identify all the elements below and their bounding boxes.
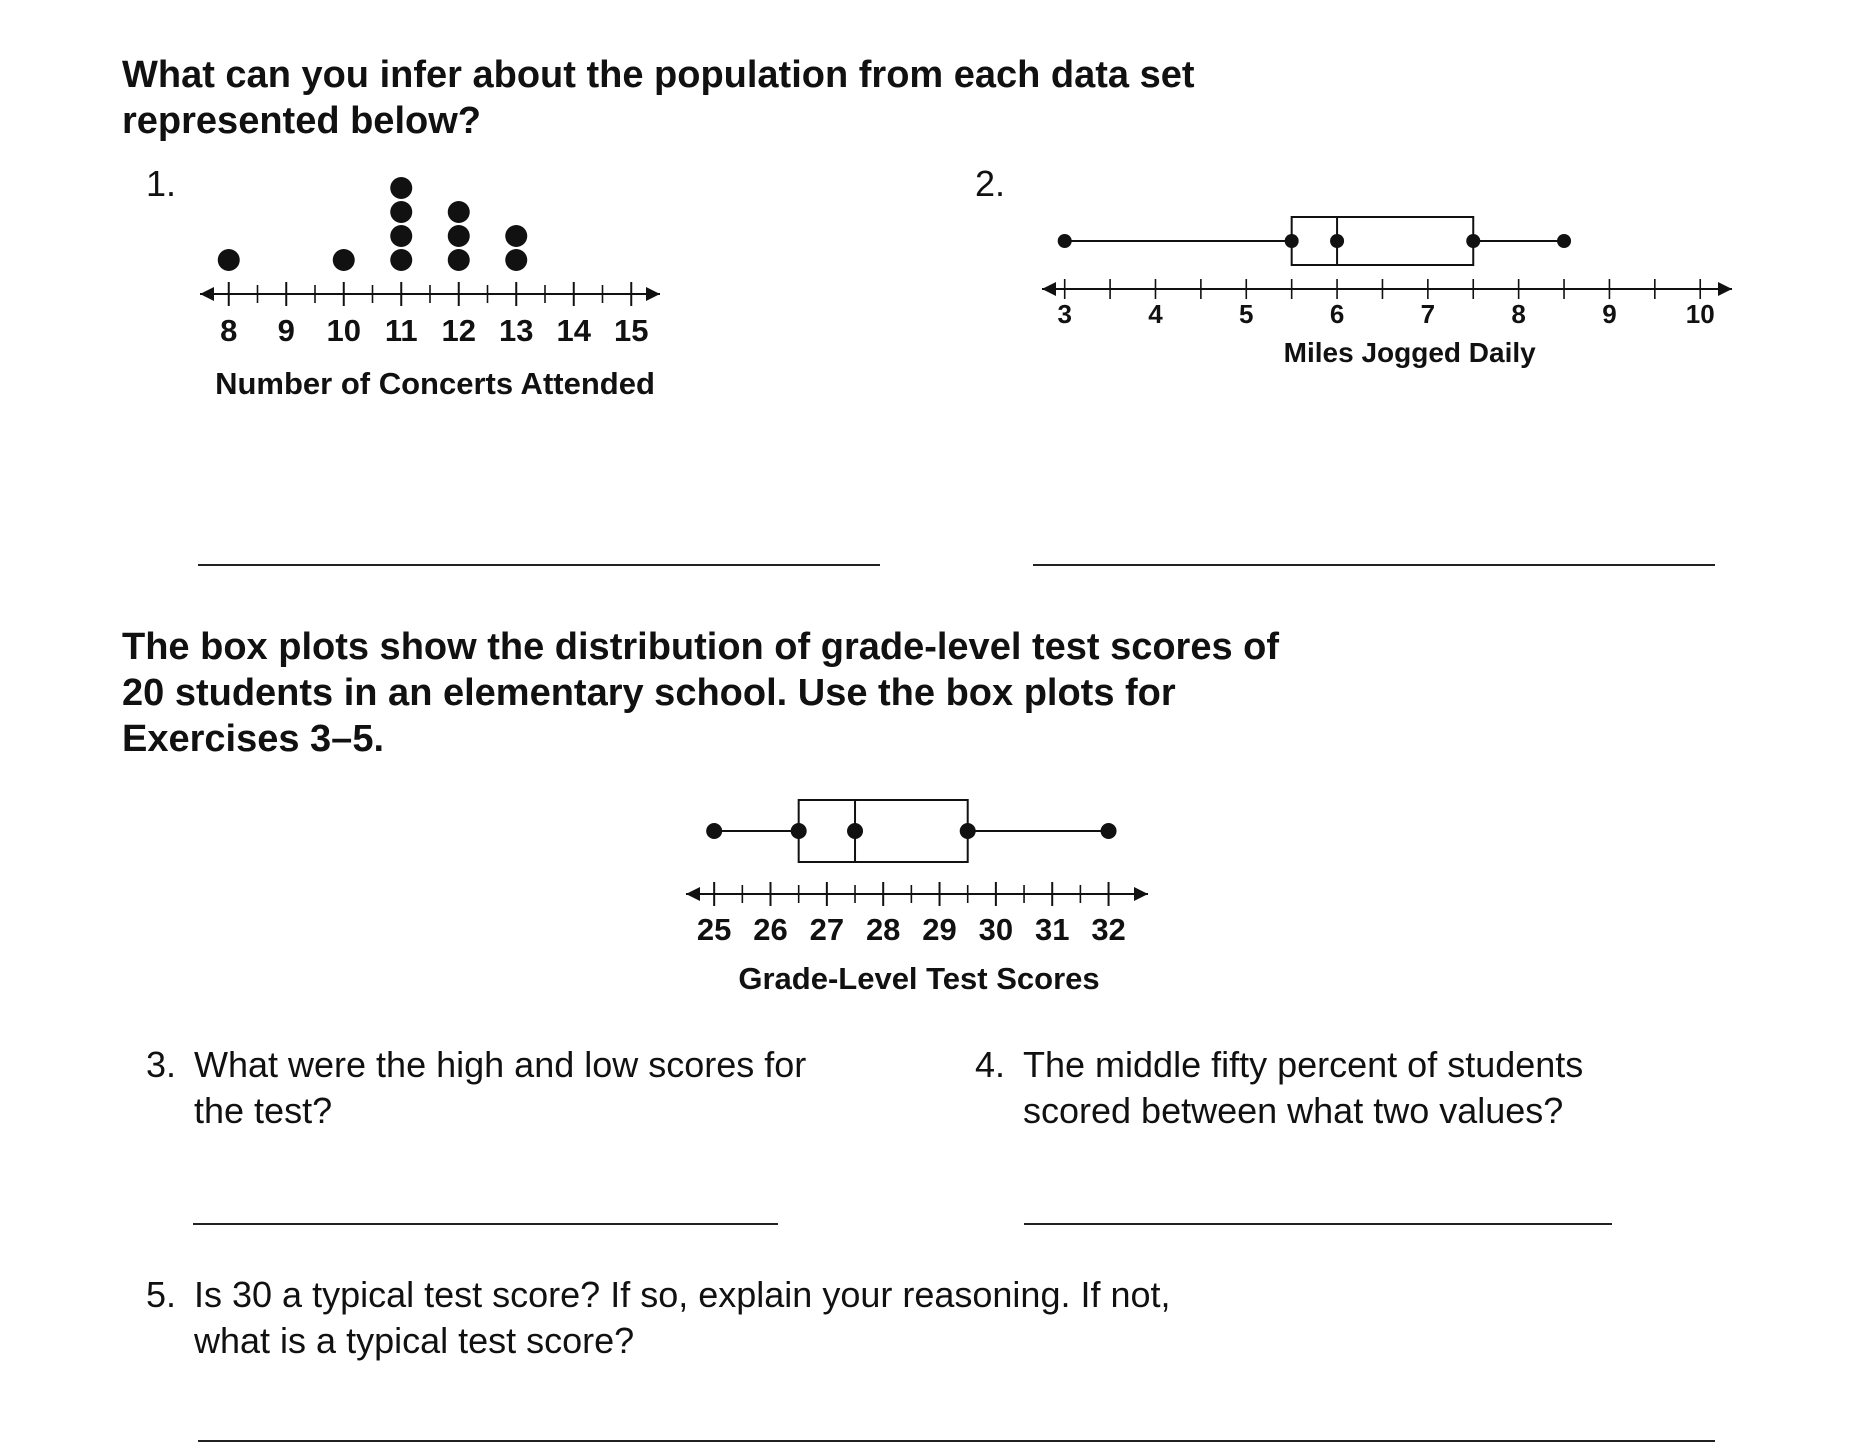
tick-label: 32 — [1091, 912, 1126, 947]
miles-jogged-box-plot — [0, 150, 1865, 570]
tick-label: 15 — [614, 313, 649, 348]
question-5-number: 5. — [146, 1274, 177, 1315]
tick-label: 26 — [753, 912, 788, 947]
question-3-number: 3. — [146, 1044, 177, 1085]
answer-line-2[interactable] — [1033, 564, 1715, 566]
min-point — [706, 823, 722, 839]
q3-point — [1466, 234, 1480, 248]
tick-label: 10 — [1685, 299, 1715, 329]
tick-label: 3 — [1057, 299, 1072, 329]
max-point — [1101, 823, 1117, 839]
problem-2-number: 2. — [975, 163, 1006, 204]
x-axis-label: Grade-Level Test Scores — [738, 961, 1100, 996]
tick-label: 13 — [499, 313, 534, 348]
tick-label: 8 — [1511, 299, 1526, 329]
q1-point — [791, 823, 807, 839]
question-4-number: 4. — [975, 1044, 1006, 1085]
q3-point — [960, 823, 976, 839]
tick-label: 29 — [922, 912, 957, 947]
box-plot-intro: The box plots show the distribution of grade-level test scores of 20 students in an elementary school. Use the box plots for Exercises 3–5. — [122, 626, 1280, 760]
tick-label: 27 — [809, 912, 845, 947]
intro-question: What can you infer about the population from each data set represented below? — [122, 54, 1195, 142]
tick-label: 9 — [277, 313, 295, 348]
question-3-text: What were the high and low scores for the test? — [194, 1044, 807, 1131]
problem-1-number: 1. — [146, 163, 177, 204]
axis-right-arrow — [1718, 282, 1732, 296]
axis-right-arrow — [1134, 887, 1148, 901]
max-point — [1557, 234, 1571, 248]
tick-label: 28 — [865, 912, 901, 947]
tick-label: 9 — [1602, 299, 1617, 329]
answer-line-4[interactable] — [1024, 1223, 1612, 1225]
tick-label: 31 — [1034, 912, 1070, 947]
median-point — [847, 823, 863, 839]
tick-label: 8 — [220, 313, 238, 348]
tick-label: 11 — [384, 313, 418, 348]
answer-line-3[interactable] — [193, 1223, 778, 1225]
tick-label: 12 — [441, 313, 476, 348]
tick-label: 7 — [1420, 299, 1436, 329]
tick-label: 10 — [326, 313, 361, 348]
tick-label: 6 — [1329, 299, 1345, 329]
axis-left-arrow — [1042, 282, 1056, 296]
iqr-box — [799, 800, 968, 862]
q1-point — [1285, 234, 1299, 248]
iqr-box — [1292, 217, 1474, 265]
tick-label: 30 — [978, 912, 1014, 947]
question-4-text: The middle fifty percent of students scored between what two values? — [1023, 1044, 1584, 1131]
tick-label: 25 — [696, 912, 732, 947]
axis-left-arrow — [686, 887, 700, 901]
tick-label: 5 — [1239, 299, 1254, 329]
answer-line-1[interactable] — [198, 564, 880, 566]
min-point — [1058, 234, 1072, 248]
tick-label: 14 — [556, 313, 591, 348]
test-scores-box-plot — [0, 780, 1865, 1000]
x-axis-label: Miles Jogged Daily — [1283, 337, 1536, 368]
median-point — [1330, 234, 1344, 248]
question-5-text: Is 30 a typical test score? If so, explain your reasoning. If not, what is a typical test score? — [194, 1274, 1171, 1361]
x-axis-label: Number of Concerts Attended — [215, 366, 655, 401]
tick-label: 4 — [1148, 299, 1163, 329]
